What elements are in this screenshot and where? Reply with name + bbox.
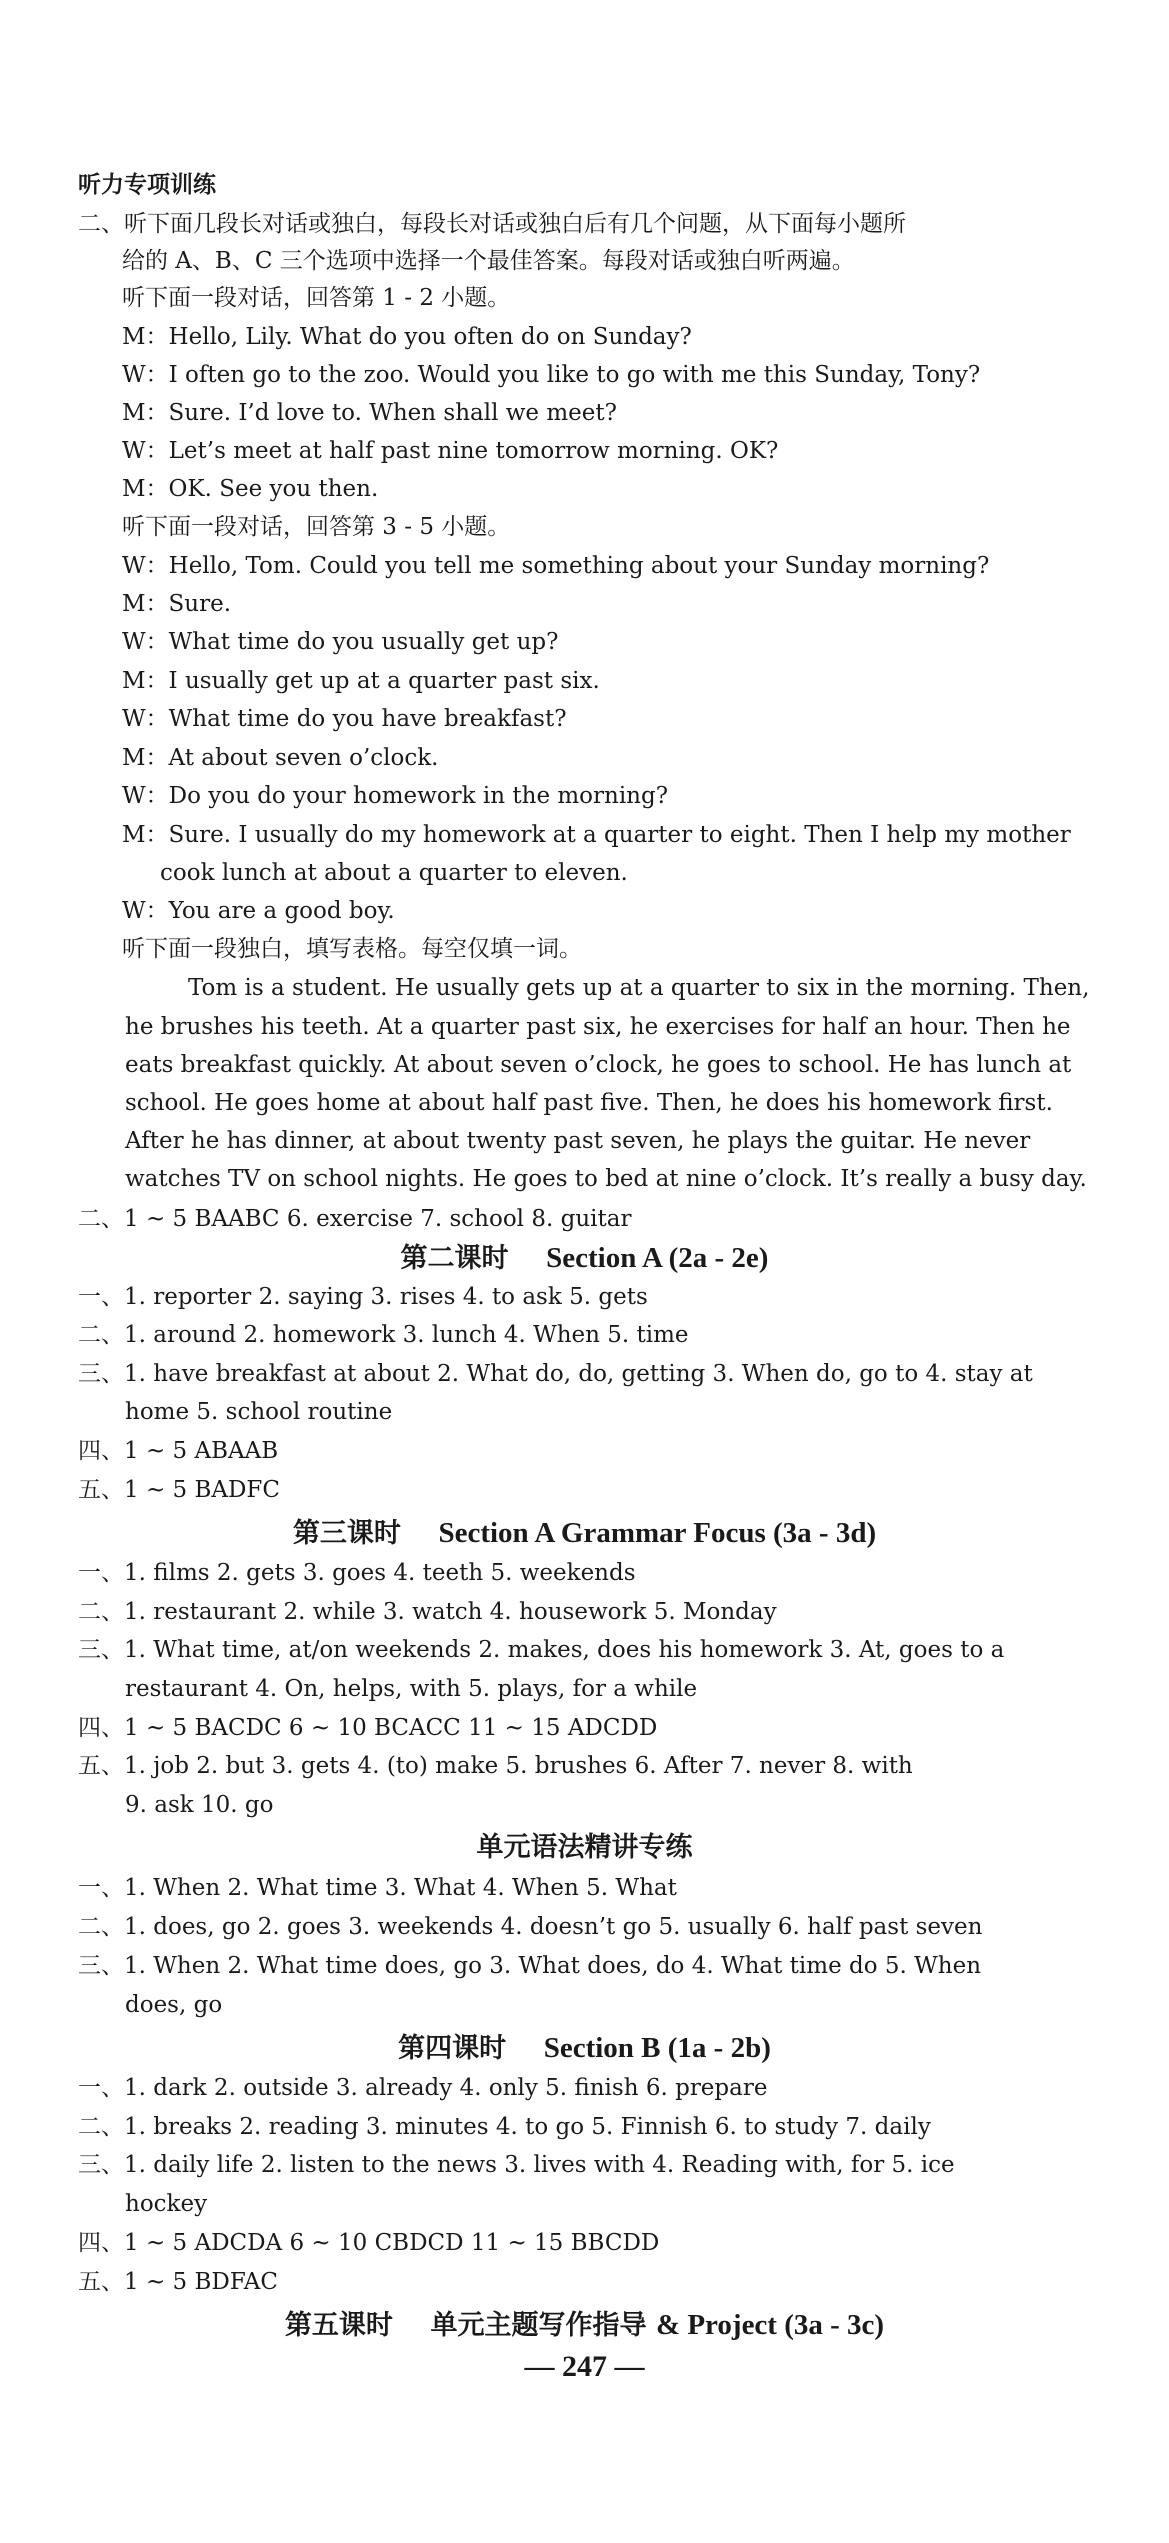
- answer-line: hockey: [125, 2191, 208, 2217]
- dialog-line: W：I often go to the zoo. Would you like to go with me this Sunday, Tony?: [122, 362, 981, 388]
- section-title: 听力专项训练: [78, 172, 216, 198]
- answer-line: 一、1. films 2. gets 3. goes 4. teeth 5. weekends: [78, 1560, 636, 1586]
- lesson5-title-mid: 单元主题写作指导: [430, 2310, 647, 2341]
- page-number-value: 247: [562, 2350, 607, 2383]
- lesson5-heading: [0, 2305, 1169, 2346]
- lesson5-title-en: & Project (3a - 3c): [655, 2309, 885, 2341]
- monologue-line: school. He goes home at about half past five. Then, he does his homework first.: [125, 1090, 1053, 1116]
- dialog1-instruction: 听下面一段对话，回答第 1 - 2 小题。: [122, 285, 511, 311]
- dialog-line: W：You are a good boy.: [122, 898, 395, 924]
- answer-line: home 5. school routine: [125, 1399, 393, 1425]
- lesson4-title-cn: 第四课时: [398, 2033, 507, 2064]
- answer-line: 四、1 ~ 5 ADCDA 6 ~ 10 CBDCD 11 ~ 15 BBCDD: [78, 2230, 660, 2256]
- dialog-line: M：Hello, Lily. What do you often do on Sunday?: [122, 324, 692, 350]
- page-dash-left: —: [524, 2350, 555, 2383]
- answer-line: 三、1. daily life 2. listen to the news 3. lives with 4. Reading with, for 5. ice: [78, 2152, 955, 2178]
- page-number: [0, 2350, 1169, 2384]
- dialog-line: W：What time do you have breakfast?: [122, 706, 567, 732]
- lesson2-heading: [0, 1238, 1169, 1279]
- answer-line: 四、1 ~ 5 BACDC 6 ~ 10 BCACC 11 ~ 15 ADCDD: [78, 1715, 658, 1741]
- dialog-line: M：At about seven o’clock.: [122, 745, 439, 771]
- dialog-line: W：Hello, Tom. Could you tell me something about your Sunday morning?: [122, 553, 990, 579]
- monologue-line: After he has dinner, at about twenty past seven, he plays the guitar. He never: [125, 1128, 1031, 1154]
- monologue-line: eats breakfast quickly. At about seven o’clock, he goes to school. He has lunch at: [125, 1052, 1072, 1078]
- monologue-line: watches TV on school nights. He goes to bed at nine o’clock. It’s really a busy day.: [125, 1166, 1087, 1192]
- answer-line: 三、1. What time, at/on weekends 2. makes, does his homework 3. At, goes to a: [78, 1637, 1005, 1663]
- dialog-line: M：Sure.: [122, 591, 232, 617]
- dialog-line: M：Sure. I usually do my homework at a quarter to eight. Then I help my mother: [122, 822, 1071, 848]
- monologue-instruction: 听下面一段独白，填写表格。每空仅填一词。: [122, 936, 582, 962]
- answer-line: 二、1. restaurant 2. while 3. watch 4. housework 5. Monday: [78, 1599, 777, 1625]
- intro-line: 二、听下面几段长对话或独白，每段长对话或独白后有几个问题，从下面每小题所: [78, 211, 906, 237]
- dialog-line: M：Sure. I’d love to. When shall we meet?: [122, 400, 617, 426]
- answer-line: 二、1. does, go 2. goes 3. weekends 4. doesn’t go 5. usually 6. half past seven: [78, 1914, 983, 1940]
- page-dash-right: —: [614, 2350, 645, 2383]
- intro-line: 给的 A、B、C 三个选项中选择一个最佳答案。每段对话或独白听两遍。: [122, 248, 855, 274]
- dialog2-instruction: 听下面一段对话，回答第 3 - 5 小题。: [122, 514, 511, 540]
- answer-line: 三、1. When 2. What time does, go 3. What does, do 4. What time do 5. When: [78, 1953, 982, 1979]
- answer-line: 三、1. have breakfast at about 2. What do, do, getting 3. When do, go to 4. stay at: [78, 1361, 1033, 1387]
- dialog-line: W：Let’s meet at half past nine tomorrow morning. OK?: [122, 438, 779, 464]
- monologue-line: Tom is a student. He usually gets up at a quarter to six in the morning. Then,: [188, 975, 1090, 1001]
- answer-line: 二、1. breaks 2. reading 3. minutes 4. to go 5. Finnish 6. to study 7. daily: [78, 2114, 931, 2140]
- answer-line: 五、1 ~ 5 BADFC: [78, 1477, 280, 1503]
- answer-line: 五、1. job 2. but 3. gets 4. (to) make 5. brushes 6. After 7. never 8. with: [78, 1753, 913, 1779]
- lesson5-title-cn: 第五课时: [284, 2310, 393, 2341]
- answer-line: 9. ask 10. go: [125, 1792, 274, 1818]
- lesson2-title-cn: 第二课时: [400, 1243, 509, 1274]
- answer-line: 二、1 ~ 5 BAABC 6. exercise 7. school 8. guitar: [78, 1206, 632, 1232]
- lesson3-heading: [0, 1513, 1169, 1554]
- dialog-line: cook lunch at about a quarter to eleven.: [160, 860, 628, 886]
- grammar-title: 单元语法精讲专练: [476, 1832, 693, 1863]
- answer-line: 一、1. reporter 2. saying 3. rises 4. to ask 5. gets: [78, 1284, 648, 1310]
- answer-line: 一、1. When 2. What time 3. What 4. When 5. What: [78, 1875, 677, 1901]
- answer-line: 五、1 ~ 5 BDFAC: [78, 2269, 278, 2295]
- dialog-line: M：OK. See you then.: [122, 476, 379, 502]
- dialog-line: M：I usually get up at a quarter past six.: [122, 668, 600, 694]
- answer-line: 一、1. dark 2. outside 3. already 4. only 5. finish 6. prepare: [78, 2075, 768, 2101]
- answer-line: 四、1 ~ 5 ABAAB: [78, 1438, 279, 1464]
- lesson3-title-cn: 第三课时: [292, 1518, 401, 1549]
- monologue-line: he brushes his teeth. At a quarter past six, he exercises for half an hour. Then he: [125, 1014, 1071, 1040]
- lesson2-title-en: Section A (2a - 2e): [546, 1242, 769, 1274]
- answer-line: restaurant 4. On, helps, with 5. plays, for a while: [125, 1676, 698, 1702]
- dialog-line: W：What time do you usually get up?: [122, 629, 559, 655]
- lesson3-title-en: Section A Grammar Focus (3a - 3d): [438, 1517, 877, 1549]
- lesson4-title-en: Section B (1a - 2b): [543, 2032, 771, 2064]
- lesson4-heading: [0, 2028, 1169, 2069]
- dialog-line: W：Do you do your homework in the morning?: [122, 783, 669, 809]
- grammar-heading: [0, 1828, 1169, 1868]
- answer-line: 二、1. around 2. homework 3. lunch 4. When 5. time: [78, 1322, 689, 1348]
- answer-line: does, go: [125, 1992, 223, 2018]
